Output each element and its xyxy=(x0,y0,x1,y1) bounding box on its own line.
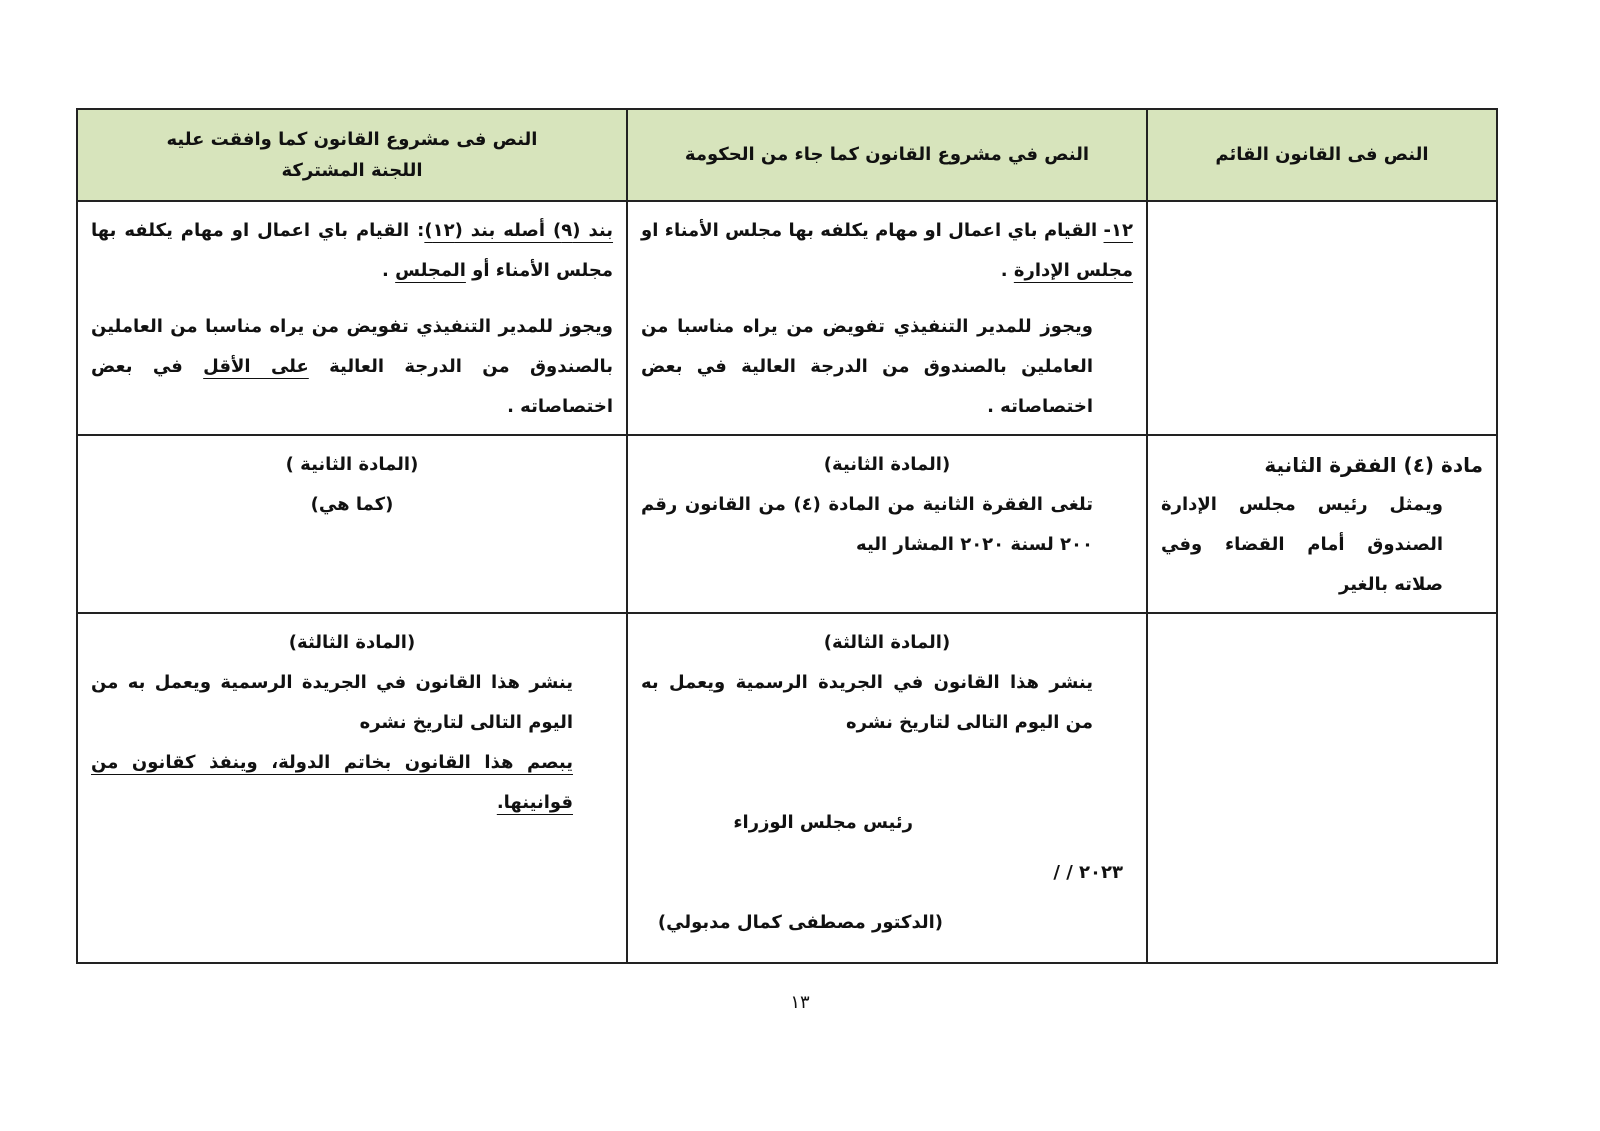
delegation-paragraph: ويجوز للمدير التنفيذي تفويض من يراه مناسبا من العاملين بالصندوق من الدرجة العالية على الأقل في بعض اختصاصاته . xyxy=(91,316,613,417)
article-title: مادة (٤) الفقرة الثانية xyxy=(1264,453,1483,477)
cell-joint xyxy=(77,613,627,963)
cell-existing xyxy=(1147,435,1497,613)
article-title: (المادة الثانية) xyxy=(823,454,951,475)
table-row xyxy=(77,435,1497,613)
clause-9: بند (٩) أصله بند (١٢): القيام باي اعمال او مهام يكلفه بها مجلس الأمناء أو المجلس . xyxy=(91,220,614,281)
cell-govt xyxy=(627,201,1147,435)
article-text: ويمثل رئيس مجلس الإدارة الصندوق أمام القضاء وفي صلاته بالغير xyxy=(1161,494,1443,595)
cell-existing xyxy=(1147,613,1497,963)
clause-12: ١٢- القيام باي اعمال او مهام يكلفه بها مجلس الأمناء او مجلس الإدارة . xyxy=(641,220,1133,281)
article-text: ينشر هذا القانون في الجريدة الرسمية ويعمل به من اليوم التالى لتاريخ نشره xyxy=(91,672,573,733)
header-existing-law: النص فى القانون القائم xyxy=(1147,109,1497,201)
cell-existing xyxy=(1147,201,1497,435)
header-government-draft: النص في مشروع القانون كما جاء من الحكومة xyxy=(627,109,1147,201)
cell-joint xyxy=(77,435,627,613)
signature-date: / / ٢٠٢٣ xyxy=(1053,862,1123,883)
table-row xyxy=(77,613,1497,963)
comparison-table xyxy=(76,108,1498,964)
table-row xyxy=(77,201,1497,435)
article-text: ينشر هذا القانون في الجريدة الرسمية ويعمل به من اليوم التالى لتاريخ نشره xyxy=(641,672,1093,733)
delegation-paragraph: ويجوز للمدير التنفيذي تفويض من يراه مناسبا من العاملين بالصندوق من الدرجة العالية في بعض اختصاصاته . xyxy=(641,316,1093,417)
header-joint-committee: النص فى مشروع القانون كما وافقت عليه اللجنة المشتركة xyxy=(77,109,627,201)
article-title: (المادة الثانية ) xyxy=(285,454,419,475)
article-text: تلغى الفقرة الثانية من المادة (٤) من القانون رقم ٢٠٠ لسنة ٢٠٢٠ المشار اليه xyxy=(641,494,1093,555)
cell-joint xyxy=(77,201,627,435)
article-title: (المادة الثالثة) xyxy=(288,632,416,653)
page-number: ١٣ xyxy=(790,992,810,1013)
signature-title: رئيس مجلس الوزراء xyxy=(733,812,913,833)
cell-govt xyxy=(627,613,1147,963)
signature-name: (الدكتور مصطفى كمال مدبولي) xyxy=(657,912,943,933)
article-text: يبصم هذا القانون بخاتم الدولة، وينفذ كقانون من قوانينها. xyxy=(91,752,573,813)
header-row xyxy=(77,109,1497,201)
article-title: (المادة الثالثة) xyxy=(823,632,951,653)
cell-govt xyxy=(627,435,1147,613)
article-text: (كما هي) xyxy=(310,494,394,515)
